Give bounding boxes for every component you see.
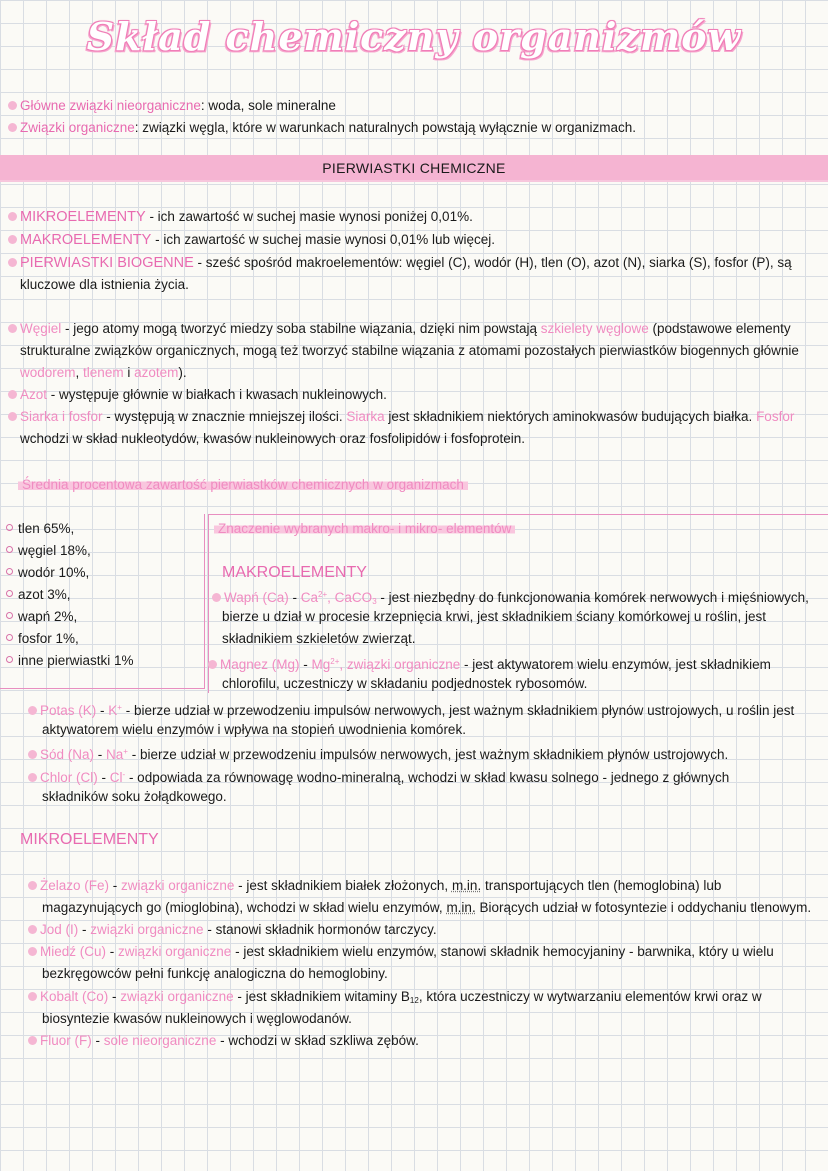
bullet-icon (28, 706, 37, 715)
chlor-line1: Chlor (Cl) - Cl- - odpowiada za równowagę wodno-mineralną, wchodzi w skład kwasu solnego - jednego z głównych (28, 764, 729, 789)
bullet-icon (28, 925, 37, 934)
percent-list (6, 518, 134, 672)
bullet-icon (6, 612, 13, 619)
list-item: wapń 2%, (6, 606, 134, 628)
bullet-icon (8, 412, 17, 421)
section-band: PIERWIASTKI CHEMICZNE (0, 155, 828, 181)
band-divider (0, 180, 828, 182)
potas-line1: Potas (K) - K+ - bierze udział w przewodzeniu impulsów nerwowych, jest ważnym składnikiem płynów ustrojowych, u roślin jest (28, 697, 794, 722)
bullet-icon (8, 212, 17, 221)
def-micro: MIKROELEMENTY - ich zawartość w suchej masie wynosi poniżej 0,01%. (8, 206, 473, 228)
bullet-icon (8, 258, 17, 267)
bullet-icon (6, 546, 13, 553)
list-item: węgiel 18%, (6, 540, 134, 562)
bullet-icon (8, 101, 17, 110)
list-item: fosfor 1%, (6, 628, 134, 650)
fluor-line: Fluor (F) - sole nieorganiczne - wchodzi w skład szkliwa zębów. (28, 1030, 419, 1052)
wegiel-line3: wodorem, tlenem i azotem). (20, 365, 187, 380)
wegiel-line2: strukturalne związków organicznych, mogą też tworzyć stabilne wiązania z atomami pozostałych pierwiastków biogennych głównie (20, 343, 799, 358)
list-item: wodór 10%, (6, 562, 134, 584)
wapn-line2: bierze u dział w procesie krzepnięcia krwi, jest składnikiem ściany komórkowej u roślin, jest (222, 609, 766, 624)
macro-heading: MAKROELEMENTY (222, 564, 367, 581)
def-biogenic: PIERWIASTKI BIOGENNE - sześć spośród makroelementów: węgiel (C), wodór (H), tlen (O), azot (N), siarka (S), fosfor (P), są (8, 252, 792, 274)
siarka-line2: wchodzi w skład nukleotydów, kwasów nukleinowych oraz fosfolipidów i fosfoprotein. (20, 431, 526, 446)
list-item: tlen 65%, (6, 518, 134, 540)
wapn-line1: Wapń $(Ca) - Ca^{2+}$, CaCO$_3$ - jest niezbędny do funkcjonowania komórek nerwowych i mięśniowych, (212, 584, 809, 613)
bullet-icon (6, 656, 13, 663)
bullet-icon (8, 235, 17, 244)
sod-line: Sód (Na) - Na+ - bierze udział w przewodzeniu impulsów nerwowych, jest ważnym składnikiem płynów ustrojowych. (28, 741, 728, 766)
def-biogenic-cont: kluczowe dla istnienia życia. (20, 277, 189, 292)
bullet-icon (6, 568, 13, 575)
zelazo-line2: magazynujących go (mioglobina), wchodzi w skład wielu enzymów, m.in. Biorących udział w fotosyntezie i oddychaniu tlenowym. (42, 900, 812, 915)
bullet-icon (8, 123, 17, 132)
kobalt-line1: Kobalt (Co) - związki organiczne - jest składnikiem witaminy $B_{12}$, która uczestniczy w wytwarzaniu elementów krwi oraz w (28, 986, 762, 1012)
bullet-icon (28, 992, 37, 1001)
bullet-icon (6, 634, 13, 641)
bullet-icon (6, 524, 13, 531)
zelazo-line1: Żelazo (Fe) - związki organiczne - jest składnikiem białek złożonych, m.in. transportujących tlen (hemoglobina) lub (28, 875, 721, 897)
micro-heading: MIKROELEMENTY (20, 831, 159, 848)
bullet-icon (208, 660, 217, 669)
bullet-icon (28, 1036, 37, 1045)
wegiel-line1: Węgiel - jego atomy mogą tworzyć miedzy soba stabilne wiązania, dzięki nim powstają szkielety węglowe (podstawowe elementy (8, 318, 791, 340)
jod-line: Jod (I) - związki organiczne - stanowi składnik hormonów tarczycy. (28, 919, 437, 941)
kobalt-line2: biosyntezie kwasów nukleinowych i węglowodanów. (42, 1011, 352, 1026)
intro-organic: Związki organiczne: związki węgla, które w warunkach naturalnych powstają wyłącznie w organizmach. (8, 117, 636, 139)
potas-line2: aktywatorem wielu enzymów i wpływa na stopień uwodnienia komórek. (42, 722, 466, 737)
bullet-icon (28, 947, 37, 956)
bullet-icon (6, 590, 13, 597)
bullet-icon (212, 593, 221, 602)
bullet-icon (28, 750, 37, 759)
magnez-line2: chlorofilu, uczestniczy w składaniu podjednostek rybosomów. (222, 676, 588, 691)
page-title: Skład chemiczny organizmów (86, 14, 742, 59)
bullet-icon (8, 390, 17, 399)
bullet-icon (28, 881, 37, 890)
intro-inorganic: Główne związki nieorganiczne: woda, sole mineralne (8, 95, 336, 117)
chlor-line2: składników soku żołądkowego. (42, 789, 227, 804)
magnez-line1: Magnez $(Mg) - Mg^{2+}$, związki organiczne - jest aktywatorem wielu enzymów, jest składnikiem (208, 651, 771, 676)
miedz-line2: bezkręgowców pełni funkcję analogiczna do hemoglobiny. (42, 966, 388, 981)
bullet-icon (8, 324, 17, 333)
siarka-line1: Siarka i fosfor - występują w znacznie mniejszej ilości. Siarka jest składnikiem niektórych aminokwasów budujących białka. Fosfor (8, 406, 794, 428)
avg-title: Średnia procentowa zawartość pierwiastków chemicznych w organizmach (18, 474, 468, 496)
list-item: azot 3%, (6, 584, 134, 606)
list-item: inne pierwiastki 1% (6, 650, 134, 672)
miedz-line1: Miedź (Cu) - związki organiczne - jest składnikiem wielu enzymów, stanowi składnik hemocyjaniny - barwnika, który u wielu (28, 941, 774, 963)
azot-line: Azot - występuje głównie w białkach i kwasach nukleinowych. (8, 384, 387, 406)
def-macro: MAKROELEMENTY - ich zawartość w suchej masie wynosi 0,01% lub więcej. (8, 229, 495, 251)
bullet-icon (28, 773, 37, 782)
wapn-line3: składnikiem szkieletów zwierząt. (222, 631, 416, 646)
importance-title: Znaczenie wybranych makro- i mikro- elementów (214, 518, 515, 540)
